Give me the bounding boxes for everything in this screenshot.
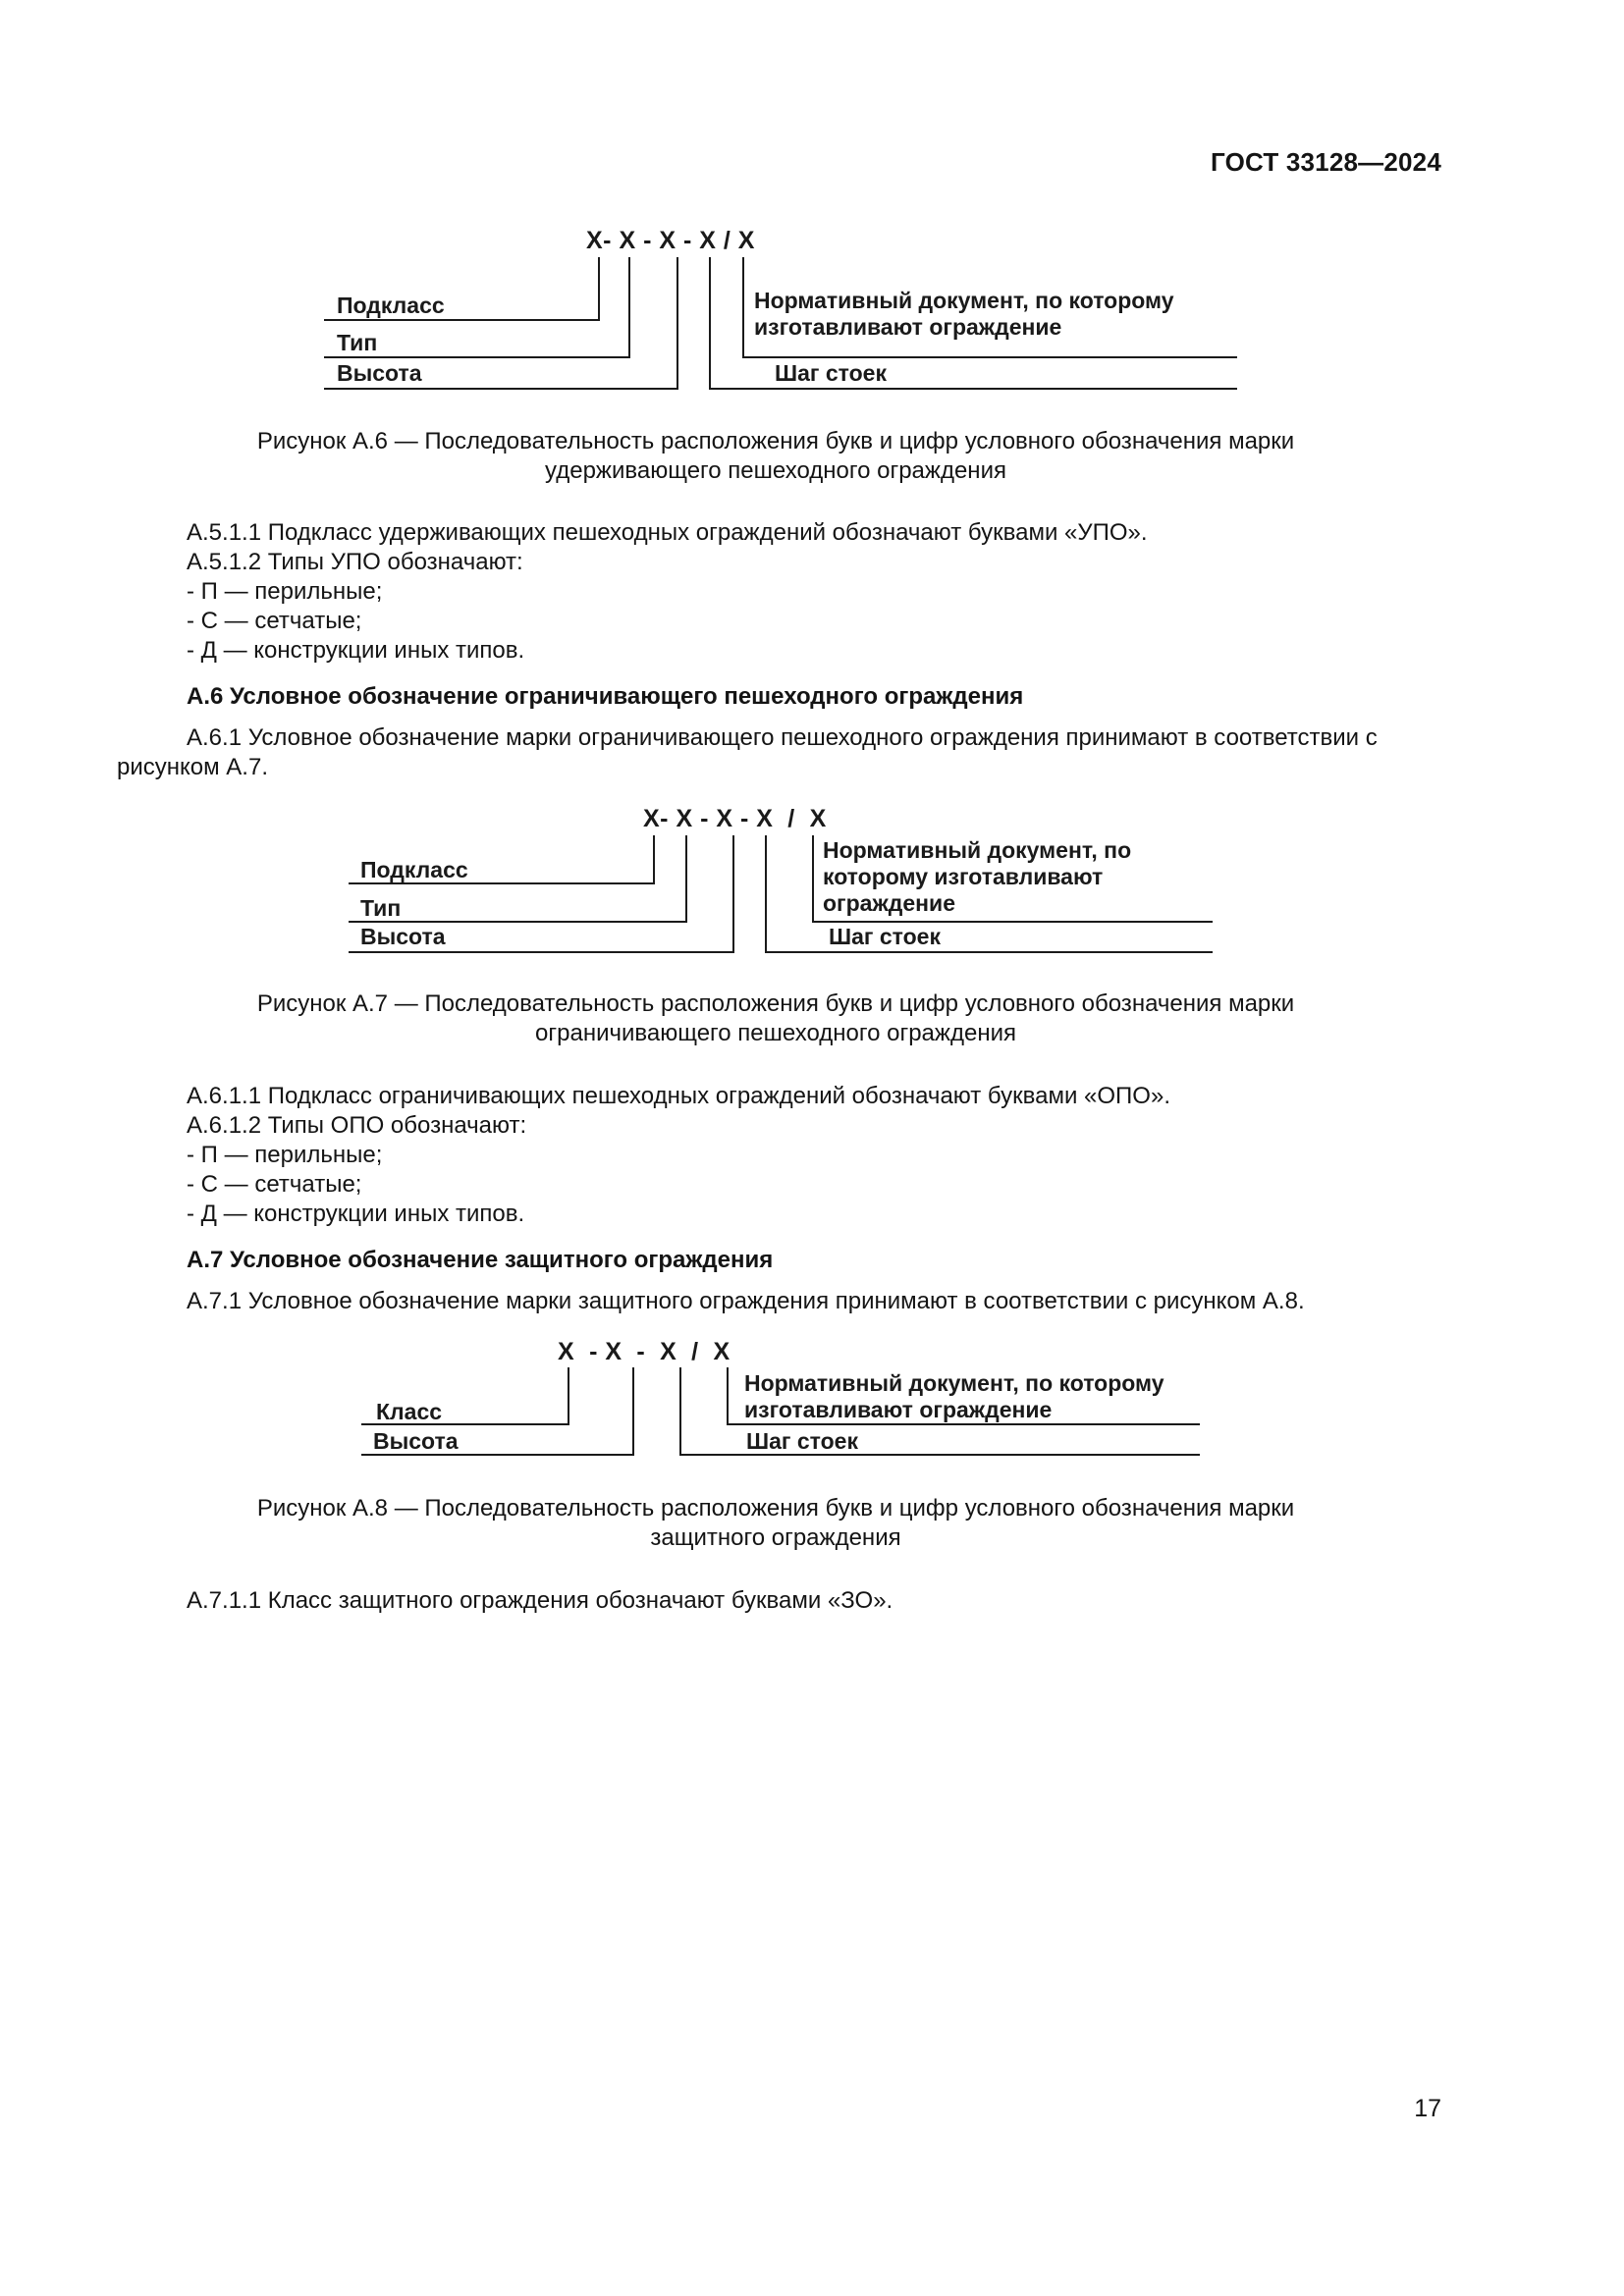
- list-item: - Д — конструкции иных типов.: [187, 1201, 525, 1227]
- figure-a6-post-spacing-label: Шаг стоек: [775, 360, 887, 386]
- section-a6-heading: А.6 Условное обозначение ограничивающего пешеходного ограждения: [187, 683, 1024, 710]
- para-a611: А.6.1.1 Подкласс ограничивающих пешеходных ограждений обозначают буквами «ОПО».: [187, 1083, 1170, 1109]
- figure-a7-height-label: Высота: [360, 924, 446, 949]
- list-item: - С — сетчатые;: [187, 608, 362, 634]
- figure-a6-caption-line2: удерживающего пешеходного ограждения: [545, 457, 1006, 484]
- figure-a6-type-label: Тип: [337, 330, 378, 355]
- para-a511: А.5.1.1 Подкласс удерживающих пешеходных ограждений обозначают буквами «УПО».: [187, 519, 1148, 546]
- section-a7-heading: А.7 Условное обозначение защитного ограждения: [187, 1247, 774, 1273]
- para-a71: А.7.1 Условное обозначение марки защитного ограждения принимают в соответствии с рисунком А.8.: [187, 1288, 1305, 1314]
- figure-a8-class-label: Класс: [376, 1399, 443, 1424]
- para-a612: А.6.1.2 Типы ОПО обозначают:: [187, 1112, 527, 1139]
- figure-a7-post-spacing-label: Шаг стоек: [829, 924, 941, 949]
- figure-a8-normative-doc-label: Нормативный документ, по которому изготавливают ограждение: [744, 1370, 1164, 1422]
- list-item: - П — перильные;: [187, 1142, 383, 1168]
- list-item: - Д — конструкции иных типов.: [187, 637, 525, 664]
- figure-a7-type-label: Тип: [360, 895, 402, 921]
- figure-a7-code: X- X - X - X / X: [643, 805, 827, 832]
- figure-a7-subclass-label: Подкласс: [360, 857, 468, 882]
- list-item: - С — сетчатые;: [187, 1171, 362, 1198]
- figure-a6-normative-doc-label: Нормативный документ, по которому изготавливают ограждение: [754, 288, 1174, 340]
- para-a512: А.5.1.2 Типы УПО обозначают:: [187, 549, 523, 575]
- para-a711: А.7.1.1 Класс защитного ограждения обозначают буквами «ЗО».: [187, 1587, 893, 1614]
- page-number: 17: [1414, 2095, 1441, 2122]
- figure-a8-height-label: Высота: [373, 1428, 459, 1454]
- figure-a6-subclass-label: Подкласс: [337, 293, 445, 318]
- figure-a7-caption-line1: Рисунок А.7 — Последовательность расположения букв и цифр условного обозначения марки: [256, 990, 1295, 1017]
- figure-a7-caption-line2: ограничивающего пешеходного ограждения: [535, 1020, 1016, 1046]
- figure-a8-caption-line2: защитного ограждения: [650, 1524, 901, 1551]
- figure-a6-code: X- X - X - X / X: [586, 227, 755, 254]
- figure-a6-caption-line1: Рисунок А.6 — Последовательность расположения букв и цифр условного обозначения марки: [256, 428, 1295, 454]
- figure-a8-post-spacing-label: Шаг стоек: [746, 1428, 858, 1454]
- para-a61: А.6.1 Условное обозначение марки ограничивающего пешеходного ограждения принимают в соответствии с рисунком А.7.: [117, 724, 1378, 780]
- standard-number: ГОСТ 33128—2024: [1211, 147, 1441, 177]
- figure-a6-height-label: Высота: [337, 360, 422, 386]
- figure-a8-code: X - X - X / X: [558, 1338, 731, 1365]
- figure-a7-normative-doc-label: Нормативный документ, по которому изготавливают ограждение: [823, 837, 1132, 916]
- figure-a8-caption-line1: Рисунок А.8 — Последовательность расположения букв и цифр условного обозначения марки: [256, 1495, 1295, 1522]
- list-item: - П — перильные;: [187, 578, 383, 605]
